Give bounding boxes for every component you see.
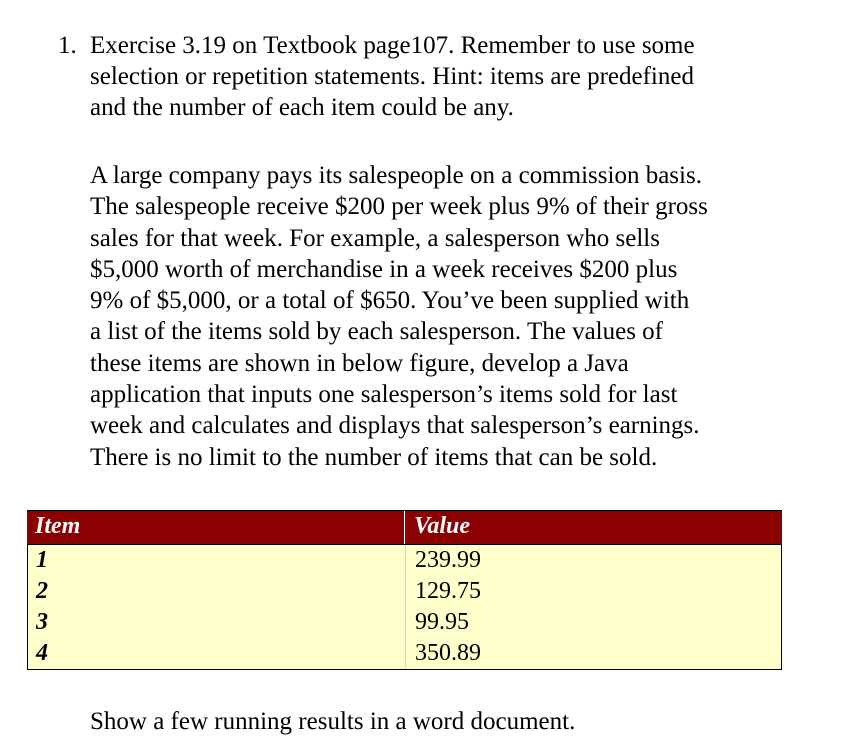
description-line: The salespeople receive $200 per week plus 9% of their gross: [90, 193, 708, 221]
item-cell: 1: [36, 547, 48, 573]
items-table: [27, 510, 782, 670]
question-number: 1.: [58, 32, 77, 59]
value-cell: 99.95: [415, 609, 469, 635]
table-row: [28, 607, 781, 638]
table-body: [27, 545, 782, 670]
header-value: Value: [414, 513, 471, 539]
item-cell: 3: [36, 609, 48, 635]
table-row: [28, 576, 781, 607]
item-cell: 2: [36, 578, 48, 604]
table-row: [28, 545, 781, 576]
question-text: [90, 30, 830, 123]
description-line: a list of the items sold by each salesperson. The values of: [90, 318, 664, 346]
column-divider: [404, 511, 405, 544]
table-header-row: [27, 510, 782, 545]
column-divider: [405, 638, 406, 669]
description-line: sales for that week. For example, a salesperson who sells: [90, 224, 660, 252]
problem-description: [90, 160, 810, 473]
question-line: Exercise 3.19 on Textbook page107. Remember to use some: [90, 32, 695, 59]
description-line: week and calculates and displays that salesperson’s earnings.: [90, 412, 700, 440]
value-cell: 239.99: [415, 547, 481, 573]
description-line: application that inputs one salesperson’s items sold for last: [90, 381, 678, 409]
footer-note: Show a few running results in a word document.: [90, 708, 576, 735]
column-divider: [405, 576, 406, 607]
column-divider: [405, 607, 406, 638]
question-line: selection or repetition statements. Hint: items are predefined: [90, 63, 694, 90]
value-cell: 129.75: [415, 578, 481, 604]
description-line: these items are shown in below figure, develop a Java: [90, 349, 629, 377]
value-cell: 350.89: [415, 640, 481, 666]
column-divider: [405, 545, 406, 576]
description-line: There is no limit to the number of items that can be sold.: [90, 443, 658, 471]
description-line: $5,000 worth of merchandise in a week receives $200 plus: [90, 255, 678, 283]
item-cell: 4: [36, 640, 48, 666]
header-item: Item: [35, 513, 81, 539]
question-line: and the number of each item could be any.: [90, 94, 514, 121]
table-row: [28, 638, 781, 669]
description-line: A large company pays its salespeople on a commission basis.: [90, 162, 702, 189]
description-line: 9% of $5,000, or a total of $650. You’ve been supplied with: [90, 287, 690, 315]
